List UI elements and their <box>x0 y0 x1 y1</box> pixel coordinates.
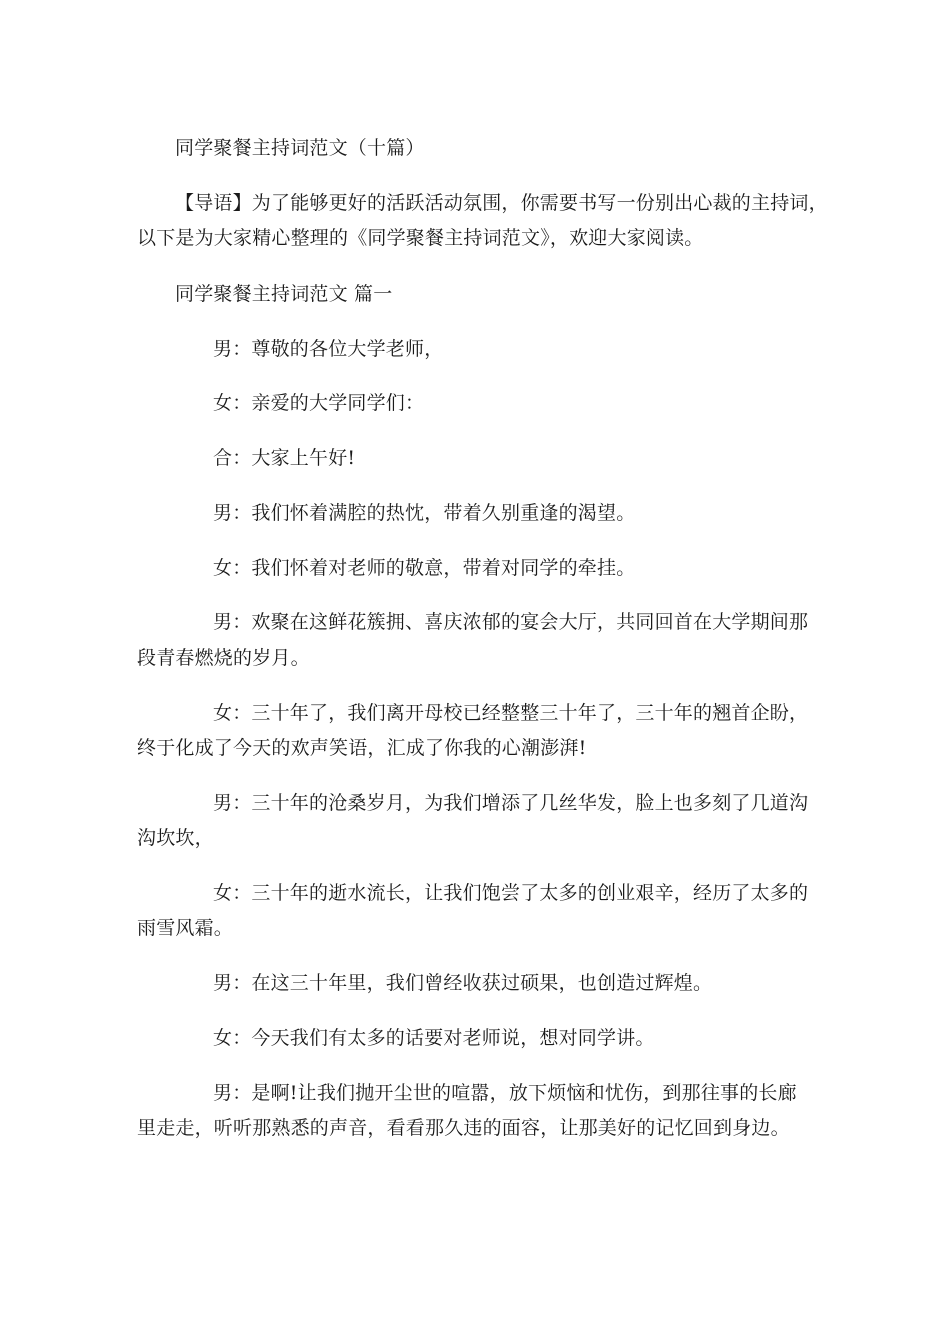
dialogue-line-continuation: 雨雪风霜。 <box>137 917 234 939</box>
section-heading: 同学聚餐主持词范文 篇一 <box>175 283 393 305</box>
dialogue-line: 男：我们怀着满腔的热忱，带着久别重逢的渴望。 <box>213 502 636 524</box>
dialogue-line: 男：是啊!让我们抛开尘世的喧嚣，放下烦恼和忧伤，到那往事的长廊 <box>213 1082 797 1104</box>
dialogue-line: 女：我们怀着对老师的敬意，带着对同学的牵挂。 <box>213 557 636 579</box>
dialogue-line: 男：欢聚在这鲜花簇拥、喜庆浓郁的宴会大厅，共同回首在大学期间那 <box>213 611 809 633</box>
dialogue-line: 女：亲爱的大学同学们： <box>213 392 425 414</box>
dialogue-line-continuation: 终于化成了今天的欢声笑语，汇成了你我的心潮澎湃! <box>137 737 587 759</box>
dialogue-line: 合：大家上午好! <box>213 447 356 469</box>
document-title: 同学聚餐主持词范文（十篇） <box>175 137 425 159</box>
intro-paragraph-line-2: 以下是为大家精心整理的《同学聚餐主持词范文》，欢迎大家阅读。 <box>137 227 704 249</box>
dialogue-line: 男：尊敬的各位大学老师， <box>213 338 444 360</box>
dialogue-line: 女：三十年了，我们离开母校已经整整三十年了，三十年的翘首企盼， <box>213 702 809 724</box>
dialogue-line: 女：今天我们有太多的话要对老师说，想对同学讲。 <box>213 1027 655 1049</box>
dialogue-line: 男：三十年的沧桑岁月，为我们增添了几丝华发，脸上也多刻了几道沟 <box>213 792 809 814</box>
dialogue-line-continuation: 段青春燃烧的岁月。 <box>137 647 310 669</box>
dialogue-line: 女：三十年的逝水流长，让我们饱尝了太多的创业艰辛，经历了太多的 <box>213 882 809 904</box>
dialogue-line-continuation: 沟坎坎， <box>137 827 214 849</box>
dialogue-line-continuation: 里走走，听听那熟悉的声音，看看那久违的面容，让那美好的记忆回到身边。 <box>137 1117 790 1139</box>
dialogue-line: 男：在这三十年里，我们曾经收获过硕果，也创造过辉煌。 <box>213 972 713 994</box>
intro-paragraph-line-1: 【导语】为了能够更好的活跃活动氛围，你需要书写一份别出心裁的主持词， <box>175 192 828 214</box>
